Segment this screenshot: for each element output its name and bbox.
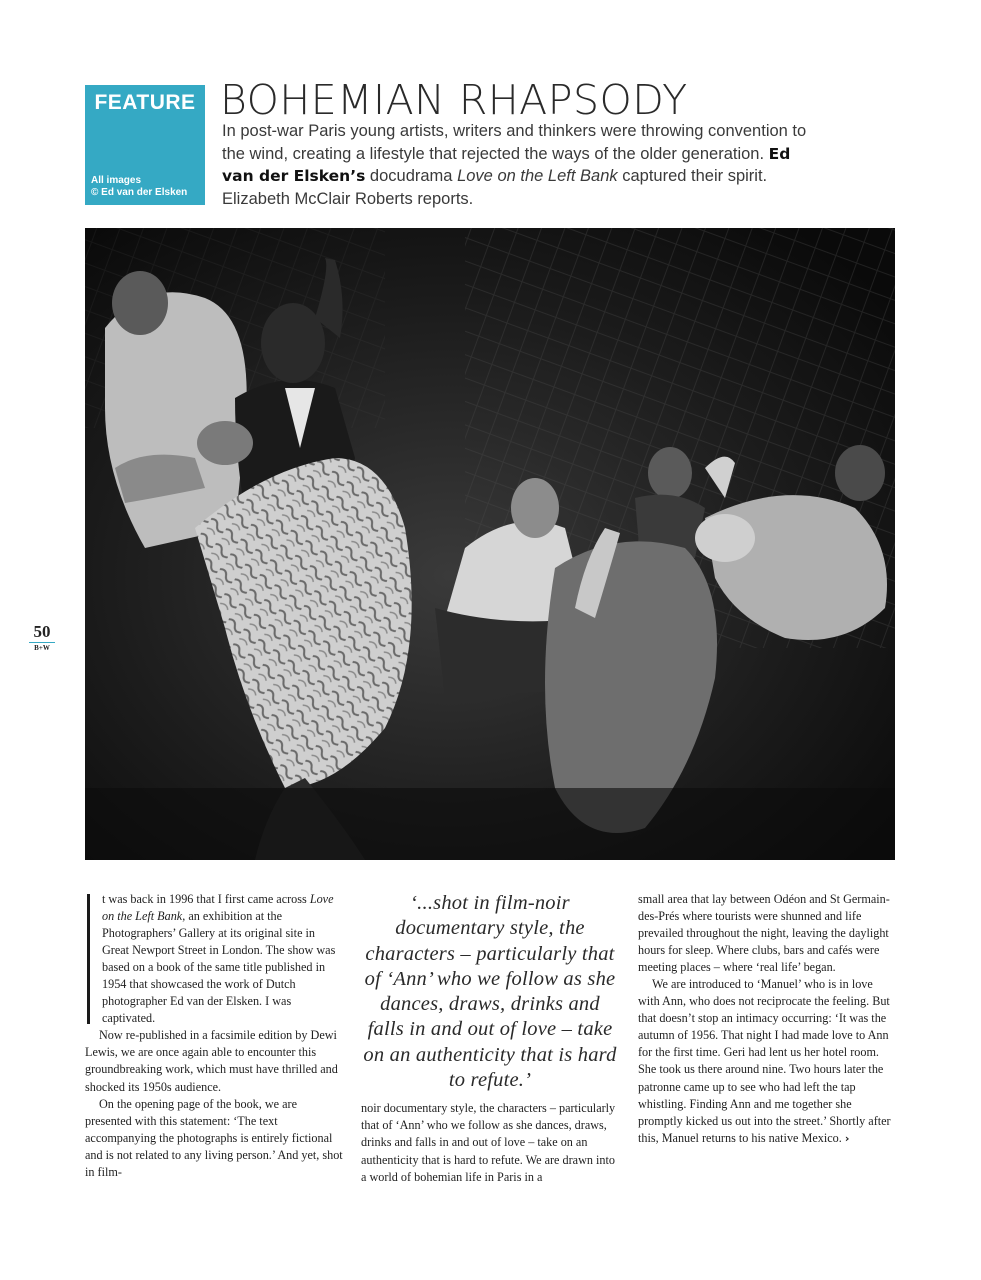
credit-line: © Ed van der Elsken bbox=[91, 187, 188, 198]
body-paragraph bbox=[85, 891, 343, 1027]
standfirst-text: docudrama bbox=[369, 167, 453, 186]
page-number bbox=[29, 622, 55, 653]
body-paragraph: small area that lay between Odéon and St Germain-des-Prés where tourists were shunned and life prevailed throughout the night, leaving the daylight hours for sleep. Where clubs, bars and cafés were meeting places – where ‘real life’ began. bbox=[638, 892, 890, 975]
standfirst bbox=[222, 120, 822, 210]
paragraph-text: , an exhibition at the Photographers’ Gallery at its original site in Great Newport Street in London. The show was based on a book of the same title published in 1954 that showcased the work of Dutch photographer Ed van der Elsken. I was captivated. bbox=[102, 909, 336, 1026]
paragraph-text: t was back in 1996 that I first came across bbox=[102, 892, 307, 906]
paragraph-text: We are introduced to ‘Manuel’ who is in love with Ann, who does not reciprocate the feeling. But that doesn’t stop an intimacy occurring: ‘It was the autumn of 1956. That night I had made love to Ann for the first time. Geri had lent us her hotel room. She took us there around nine. Two hours later the patronne came up to see who had left the tap whistling. Finding Ann and me together she promptly kicked us out into the street.’ Shortly after this, Manuel returns to his native Mexico. bbox=[638, 977, 891, 1145]
standfirst-text: captured their spirit. Elizabeth McClair Roberts reports. bbox=[222, 167, 768, 208]
body-column-2 bbox=[361, 891, 619, 1186]
pull-quote: ‘...shot in film-noir documentary style, the characters – particularly that of ‘Ann’ who we follow as she dances, draws, drinks and falls in and out of love – take on an authenticity that is hard to refute.’ bbox=[363, 892, 617, 1092]
section-label: FEATURE bbox=[94, 91, 196, 114]
continue-arrow-icon: › bbox=[844, 1131, 850, 1145]
photo-credit bbox=[91, 175, 201, 199]
body-paragraph: On the opening page of the book, we are presented with this statement: ‘The text accompanying the photographs is entirely fictional and is not related to any living person.’ And yet, shot in film- bbox=[85, 1096, 343, 1179]
exhibition-title: Love on the Left Bank bbox=[102, 892, 334, 924]
page-number-value: 50 bbox=[29, 622, 55, 643]
standfirst-text: In post-war Paris young artists, writers and thinkers were throwing convention to the wind, creating a lifestyle that rejected the ways of the older generation. bbox=[222, 122, 807, 163]
article-title: BOHEMIAN RHAPSODY bbox=[220, 76, 688, 124]
photographer-name: Ed van der Elsken’s bbox=[222, 144, 791, 186]
drop-cap-i bbox=[87, 894, 90, 1024]
body-paragraph: Now re-published in a facsimile edition by Dewi Lewis, we are once again able to encounter this groundbreaking work, which must have thrilled and shocked its 1950s audience. bbox=[85, 1028, 338, 1094]
body-paragraph: noir documentary style, the characters – particularly that of ‘Ann’ who we follow as she dances, draws, drinks and falls in and out of love – take on an authenticity that is hard to refute. We are drawn into a world of bohemian life in Paris in a bbox=[361, 1101, 616, 1184]
body-column-1 bbox=[85, 891, 343, 1181]
feature-photograph bbox=[85, 228, 895, 860]
body-column-3 bbox=[638, 891, 896, 1147]
feature-badge bbox=[85, 85, 205, 205]
body-paragraph bbox=[638, 976, 896, 1146]
magazine-mark: B+W bbox=[34, 644, 50, 652]
credit-line: All images bbox=[91, 175, 142, 186]
dancers-photo-illustration bbox=[85, 228, 895, 860]
film-title: Love on the Left Bank bbox=[457, 167, 618, 186]
